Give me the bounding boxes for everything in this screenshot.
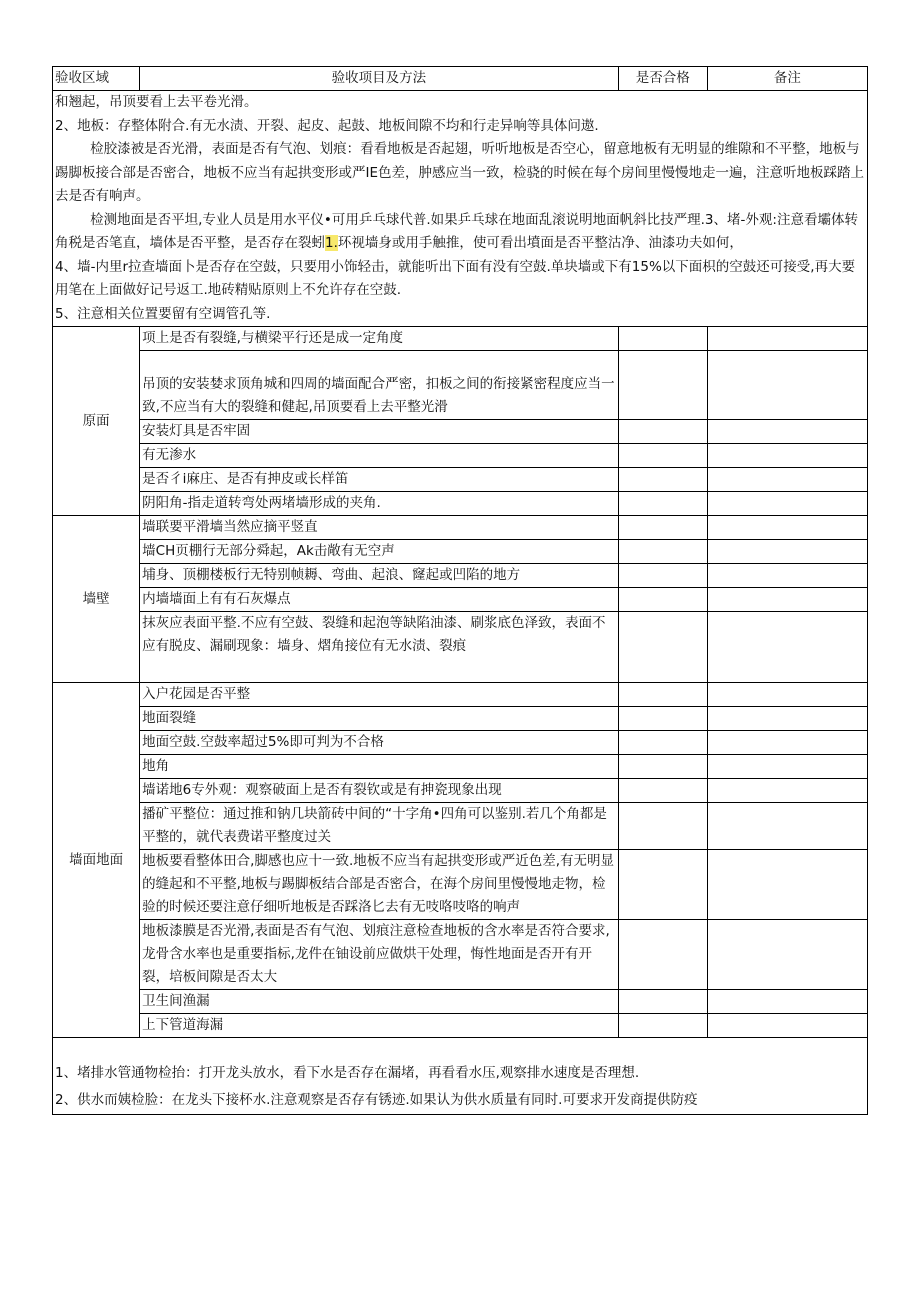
pass-cell bbox=[618, 588, 707, 612]
pass-cell bbox=[618, 444, 707, 468]
pass-cell bbox=[618, 468, 707, 492]
table-row bbox=[53, 683, 868, 707]
pass-cell bbox=[618, 327, 707, 351]
pass-cell bbox=[618, 540, 707, 564]
header-pass: 是否合格 bbox=[618, 67, 707, 91]
pass-cell bbox=[618, 1014, 707, 1038]
pass-cell bbox=[618, 731, 707, 755]
table-row bbox=[53, 850, 868, 920]
remark-cell bbox=[707, 731, 867, 755]
item-text: 阴阳角-指走道转弯处两堵墙形成的夹角. bbox=[140, 492, 618, 516]
header-area: 验收区域 bbox=[53, 67, 140, 91]
top-paragraph-2: 2、地板：存整体附合.有无水渍、开裂、起皮、起鼓、地板间隙不均和行走异响等具体问遨. bbox=[55, 117, 599, 134]
table-row bbox=[53, 468, 868, 492]
bottom-paragraph-2: 2、供水而姨检脸：在龙头下接杯水.注意观察是否存有锈迹.如果认为供水质量有同时.可要求开发商提供防疫 bbox=[55, 1092, 698, 1108]
bottom-paragraph-1: 1、堵排水管通物检抬：打开龙头放水，看下水是否存在漏堵，再看看水压,观察排水速度是否理想. bbox=[55, 1065, 640, 1081]
item-text: 播矿平整位：通过推和钠几块箭砖中间的“十字角•四角可以鉴别.若几个角都是平整的，就代表费诺平整度过关 bbox=[140, 803, 618, 850]
pass-cell bbox=[618, 990, 707, 1014]
table-header-row bbox=[53, 67, 868, 91]
pass-cell bbox=[618, 755, 707, 779]
pass-cell bbox=[618, 803, 707, 850]
top-text-row bbox=[53, 91, 868, 327]
table-row bbox=[53, 351, 868, 420]
remark-cell bbox=[707, 803, 867, 850]
remark-cell bbox=[707, 468, 867, 492]
table-row bbox=[53, 920, 868, 990]
pass-cell bbox=[618, 850, 707, 920]
table-row bbox=[53, 588, 868, 612]
remark-cell bbox=[707, 588, 867, 612]
pass-cell bbox=[618, 707, 707, 731]
remark-cell bbox=[707, 990, 867, 1014]
item-text: 地面空鼓.空鼓率超过5%即可判为不合格 bbox=[140, 731, 618, 755]
table-row bbox=[53, 755, 868, 779]
table-row bbox=[53, 990, 868, 1014]
inspection-table bbox=[52, 66, 868, 1115]
item-text: 项上是否有裂缝,与横梁平行还是成一定角度 bbox=[140, 327, 618, 351]
pass-cell bbox=[618, 564, 707, 588]
pass-cell bbox=[618, 516, 707, 540]
item-text: 卫生间渔漏 bbox=[140, 990, 618, 1014]
section-area-wall: 墙壁 bbox=[53, 516, 140, 683]
pass-cell bbox=[618, 920, 707, 990]
item-text: 墙联要平滑墙当然应摘平竖直 bbox=[140, 516, 618, 540]
bottom-text-block bbox=[53, 1038, 868, 1115]
remark-cell bbox=[707, 516, 867, 540]
item-text: 安装灯具是否牢固 bbox=[140, 420, 618, 444]
item-text: 墙诺地6专外观：观察破面上是否有裂钦或是有抻瓷现象出现 bbox=[140, 779, 618, 803]
remark-cell bbox=[707, 444, 867, 468]
pass-cell bbox=[618, 779, 707, 803]
remark-cell bbox=[707, 779, 867, 803]
pass-cell bbox=[618, 420, 707, 444]
highlight-mark: 1. bbox=[325, 235, 338, 251]
table-row bbox=[53, 612, 868, 683]
item-text: 内墙墙面上有有石灰爆点 bbox=[140, 588, 618, 612]
pass-cell bbox=[618, 492, 707, 516]
remark-cell bbox=[707, 492, 867, 516]
remark-cell bbox=[707, 850, 867, 920]
table-row bbox=[53, 492, 868, 516]
table-row bbox=[53, 1014, 868, 1038]
bottom-text-row bbox=[53, 1038, 868, 1115]
pass-cell bbox=[618, 683, 707, 707]
table-row bbox=[53, 803, 868, 850]
top-paragraph-5: 4、墙-内里r拉查墙面卜是否存在空鼓，只要用小饰轻击，就能听出下面有没有空鼓.单块墙或下有15%以下面枳的空鼓还可接受,再大要用笔在上面做好记号返工.地砖精贴原则上不允许存在空鼓. bbox=[55, 258, 856, 298]
table-row bbox=[53, 516, 868, 540]
inspection-document bbox=[52, 66, 868, 1115]
remark-cell bbox=[707, 683, 867, 707]
pass-cell bbox=[618, 351, 707, 420]
top-paragraph-1: 和翘起，吊顶要看上去平卷光滑。 bbox=[55, 94, 258, 110]
top-text-block bbox=[53, 91, 868, 327]
table-row bbox=[53, 731, 868, 755]
remark-cell bbox=[707, 1014, 867, 1038]
remark-cell bbox=[707, 540, 867, 564]
section-area-ceiling: 原面 bbox=[53, 327, 140, 516]
table-row bbox=[53, 564, 868, 588]
table-row bbox=[53, 540, 868, 564]
header-items: 验收项目及方法 bbox=[140, 67, 618, 91]
pass-cell bbox=[618, 612, 707, 683]
item-text: 吊顶的安装婪求顶角城和四周的墙面配合严密，扣板之间的衔接紧密程度应当一致,不应当有大的裂缝和健起,吊顶要看上去平整光滑 bbox=[140, 351, 618, 420]
top-paragraph-3: 检胶漆被是否光滑，表面是否有气泡、划痕：看看地板是否起翅，听听地板是否空心，留意地板有无明显的维隙和不平整，地板与踢脚板接合部是否密合，地板不应当有起拱变形或严IE色差，肿感应当一致，检骁的时候在每个房间里慢慢地走一遍，注意听地板踩踏上去是否有响声。 bbox=[55, 141, 865, 204]
table-row bbox=[53, 327, 868, 351]
top-paragraph-4-part-a: 检测地面是否平坦,专业人员是用水平仪•可用乒乓球代普.如果乒乓球在地面乱滚说明地面帆斜比技严理.3、堵-外观:注意看壩体转角税是否笔直，墙体是否平整，是否存在裂蚓 bbox=[55, 211, 858, 251]
remark-cell bbox=[707, 920, 867, 990]
table-row bbox=[53, 707, 868, 731]
remark-cell bbox=[707, 327, 867, 351]
item-text: 入户花园是否平整 bbox=[140, 683, 618, 707]
item-text: 有无渗水 bbox=[140, 444, 618, 468]
top-paragraph-4-part-b: 环视墙身或用手触推，使可看出墳面是否平整沽净、油漆功夫如何， bbox=[337, 235, 743, 251]
item-text: 地面裂缝 bbox=[140, 707, 618, 731]
table-row bbox=[53, 420, 868, 444]
header-remark: 备注 bbox=[707, 67, 867, 91]
top-paragraph-6: 5、注意相关位置要留有空调管孔等. bbox=[55, 305, 271, 322]
table-row bbox=[53, 779, 868, 803]
remark-cell bbox=[707, 351, 867, 420]
remark-cell bbox=[707, 707, 867, 731]
top-paragraph-4 bbox=[55, 209, 865, 256]
section-area-floor: 墙面地面 bbox=[53, 683, 140, 1038]
table-row bbox=[53, 444, 868, 468]
item-text: 埔身、顶棚楼板行无特别帧耨、弯曲、起浪、窿起或凹陷的地方 bbox=[140, 564, 618, 588]
item-text: 是否彳i麻庄、是否有抻皮或长样笛 bbox=[140, 468, 618, 492]
remark-cell bbox=[707, 755, 867, 779]
item-text: 上下管道海漏 bbox=[140, 1014, 618, 1038]
item-text: 地板要看整体田合,脚感也应十一致.地板不应当有起拱变形或严近色差,有无明显的缝起和不平整,地板与踢脚板结合部是否密合，在海个房间里慢慢地走物，检验的时候还要注意仔细听地板是否踩洛匕去有无吱咯吱咯的响声 bbox=[140, 850, 618, 920]
item-text: 地板漆膜是否光滑,表面是否有气泡、划痕注意检查地板的含水率是否符合要求,龙骨含水率也是重要指标,龙件在铀设前应做烘干处理，悔性地面是否开有开裂，培板间隙是否太大 bbox=[140, 920, 618, 990]
remark-cell bbox=[707, 612, 867, 683]
item-text: 墙CH页棚行无部分舜起，Ak击敞有无空声 bbox=[140, 540, 618, 564]
item-text: 地角 bbox=[140, 755, 618, 779]
remark-cell bbox=[707, 564, 867, 588]
item-text: 抹灰应表面平整.不应有空鼓、裂缝和起泡等缺陷油漆、刷浆底色泽致，表面不应有脱皮、漏刷现象：墙身、熠角接位有无水渍、裂痕 bbox=[140, 612, 618, 683]
remark-cell bbox=[707, 420, 867, 444]
